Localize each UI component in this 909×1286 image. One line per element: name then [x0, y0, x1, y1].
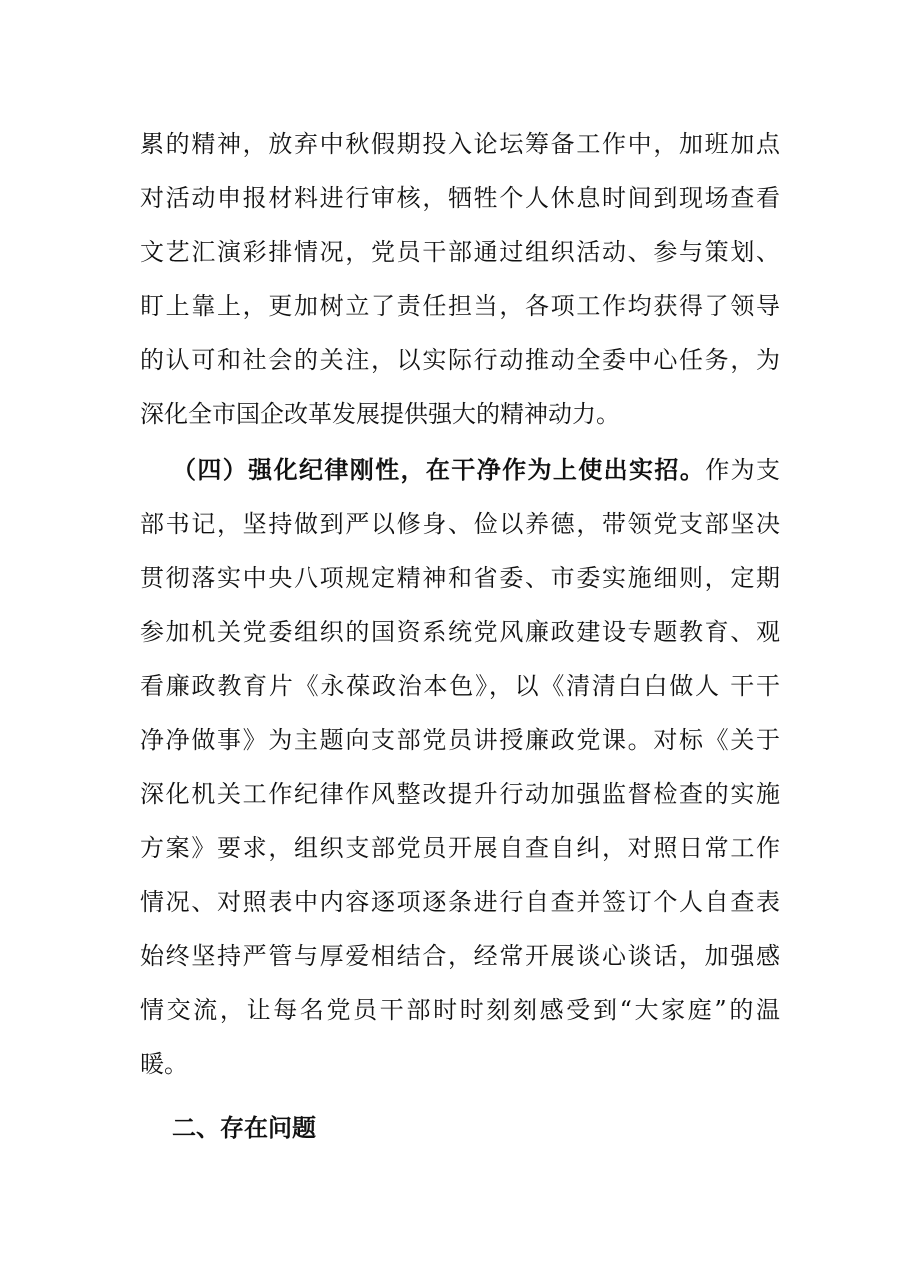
paragraph-2-line-7: 深化机关工作纪律作风整改提升行动加强监督检查的实施 — [140, 780, 780, 808]
paragraph-2-line-12: 暖。 — [140, 1050, 188, 1078]
paragraph-1-line-5: 的认可和社会的关注，以实际行动推动全委中心任务，为 — [140, 346, 780, 374]
paragraph-2-line-6: 净净做事》为主题向支部党员讲授廉政党课。对标《关于 — [140, 726, 780, 754]
paragraph-1-line-1: 累的精神，放弃中秋假期投入论坛筹备工作中，加班加点 — [140, 130, 780, 158]
paragraph-2-line-5: 看廉政教育片《永葆政治本色》，以《清清白白做人 干干 — [140, 672, 780, 700]
paragraph-1-line-6: 深化全市国企改革发展提供强大的精神动力。 — [140, 400, 620, 428]
paragraph-2-line-8: 方案》要求，组织支部党员开展自查自纠，对照日常工作 — [140, 834, 780, 862]
paragraph-2-line-1 — [172, 454, 780, 486]
paragraph-1-line-3: 文艺汇演彩排情况，党员干部通过组织活动、参与策划、 — [140, 238, 780, 266]
paragraph-2-line-11: 情交流，让每名党员干部时时刻刻感受到“大家庭”的温 — [140, 996, 780, 1024]
paragraph-2-line-9: 情况、对照表中内容逐项逐条进行自查并签订个人自查表 — [140, 888, 780, 916]
paragraph-2-line-2: 部书记，坚持做到严以修身、俭以养德，带领党支部坚决 — [140, 510, 780, 538]
paragraph-2-line-4: 参加机关党委组织的国资系统党风廉政建设专题教育、观 — [140, 618, 780, 646]
paragraph-2-line-3: 贯彻落实中央八项规定精神和省委、市委实施细则，定期 — [140, 564, 780, 592]
subsection-heading: （四）强化纪律刚性，在干净作为上使出实招。 — [172, 456, 706, 484]
paragraph-1-line-4: 盯上靠上，更加树立了责任担当，各项工作均获得了领导 — [140, 292, 780, 320]
paragraph-2-line-1-rest: 作为支 — [705, 456, 781, 484]
paragraph-2-line-10: 始终坚持严管与厚爱相结合，经常开展谈心谈话，加强感 — [140, 942, 780, 970]
paragraph-1-line-2: 对活动申报材料进行审核，牺牲个人休息时间到现场查看 — [140, 184, 780, 212]
section-heading: 二、存在问题 — [172, 1114, 316, 1142]
